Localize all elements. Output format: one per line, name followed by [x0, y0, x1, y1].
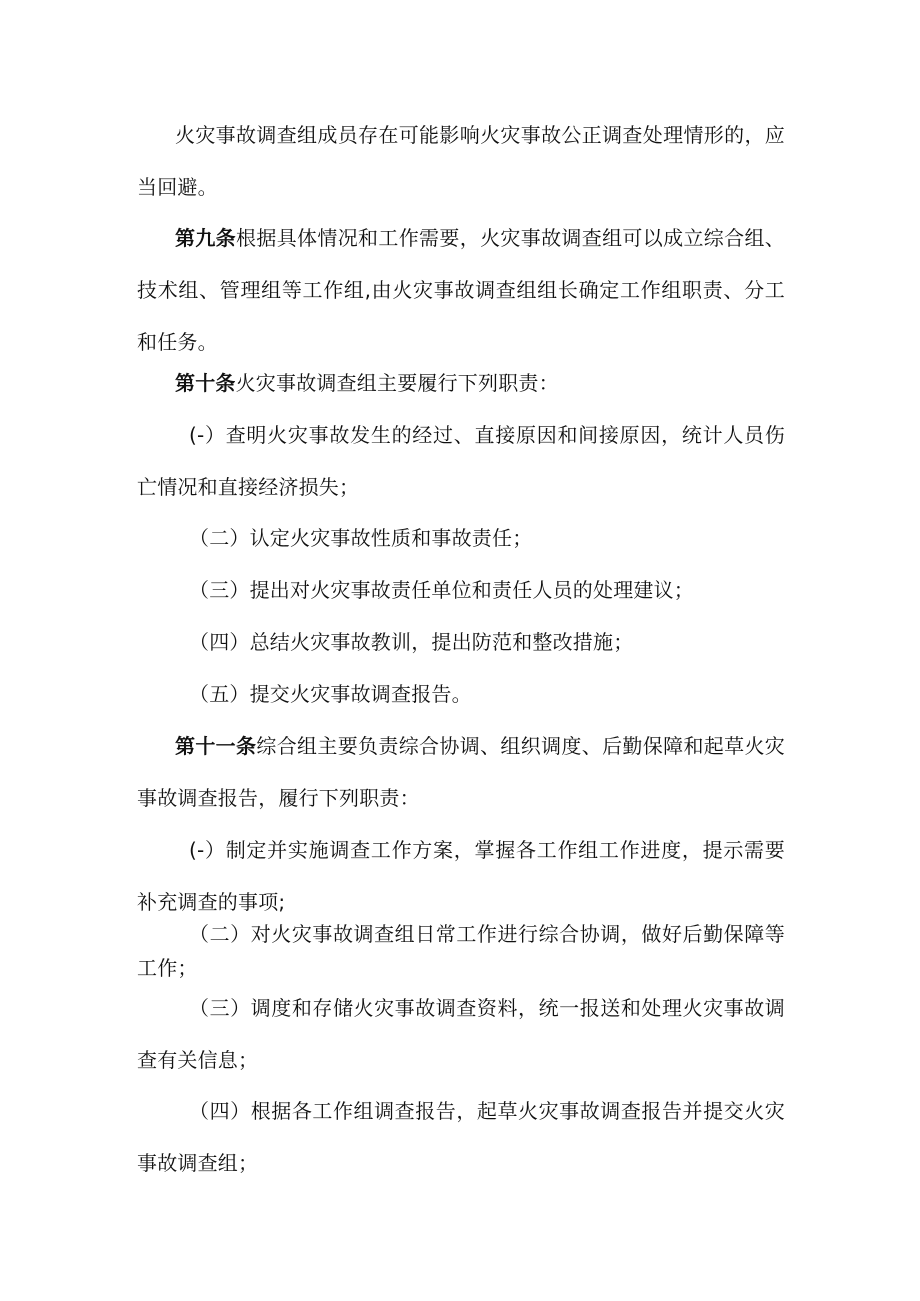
list-item-text: （二）认定火灾事故性质和事故责任； [189, 526, 533, 550]
paragraph-recusal [137, 109, 785, 213]
list-item-duty-3 [137, 564, 785, 616]
article-number: 第九条 [175, 226, 237, 250]
list-item-text: （三）提出对火灾事故责任单位和责任人员的处理建议； [189, 578, 694, 602]
list-item-text: (-）制定并实施调查工作方案，掌握各工作组工作进度，提示需要补充调查的事项; [137, 838, 785, 914]
list-item-comprehensive-3 [137, 982, 785, 1086]
list-item-duty-2 [137, 512, 785, 564]
list-item-duty-4 [137, 616, 785, 668]
paragraph-text: 火灾事故调查组主要履行下列职责： [235, 371, 559, 395]
paragraph-article-10 [137, 357, 785, 409]
paragraph-article-11 [137, 720, 785, 824]
paragraph-text: 综合组主要负责综合协调、组织调度、后勤保障和起草火灾事故调查报告，履行下列职责： [137, 734, 785, 810]
list-item-text: （五）提交火灾事故调查报告。 [189, 682, 472, 706]
list-item-text: （二）对火灾事故调查组日常工作进行综合协调，做好后勤保障等工作； [137, 922, 785, 980]
list-item-text: （四）总结火灾事故教训，提出防范和整改措施； [189, 630, 634, 654]
article-number: 第十一条 [175, 734, 257, 758]
list-item-text: （四）根据各工作组调查报告，起草火灾事故调查报告并提交火灾事故调查组； [137, 1099, 785, 1175]
list-item-duty-5 [137, 668, 785, 720]
list-item-comprehensive-2 [137, 917, 785, 985]
list-item-text: (-）查明火灾事故发生的经过、直接原因和间接原因，统计人员伤亡情况和直接经济损失； [137, 423, 785, 499]
paragraph-article-9 [137, 212, 785, 368]
list-item-comprehensive-1 [137, 824, 785, 928]
list-item-duty-1 [137, 409, 785, 513]
list-item-text: （三）调度和存储火灾事故调查资料，统一报送和处理火灾事故调查有关信息； [137, 996, 785, 1072]
paragraph-text: 火灾事故调查组成员存在可能影响火灾事故公正调查处理情形的，应当回避。 [137, 123, 785, 199]
list-item-comprehensive-4 [137, 1085, 785, 1189]
paragraph-text: 根据具体情况和工作需要，火灾事故调查组可以成立综合组、技术组、管理组等工作组,由火灾事故调查组组长确定工作组职责、分工和任务。 [137, 226, 785, 354]
article-number: 第十条 [175, 371, 236, 395]
